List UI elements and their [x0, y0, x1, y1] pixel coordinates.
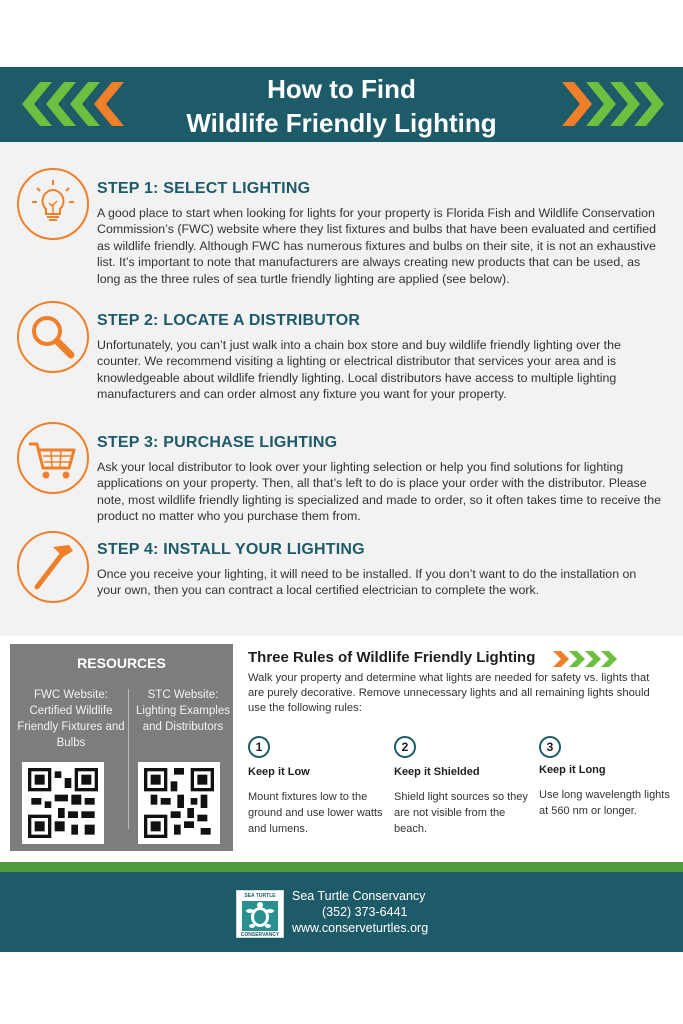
fwc-qr-code[interactable]	[22, 762, 104, 844]
step-2-title: STEP 2: LOCATE A DISTRIBUTOR	[97, 312, 361, 329]
rule-3-name: Keep it Long	[539, 764, 606, 776]
lightbulb-icon	[17, 168, 89, 240]
sea-turtle-conservancy-logo	[236, 890, 284, 938]
step-4-body: Once you receive your lighting, it will need to be installed. If you don’t want to do the installation on your own, then you can contract a local certified electrician to complete the work.	[97, 567, 637, 598]
rule-2-name: Keep it Shielded	[394, 766, 480, 778]
rule-3-number: 3	[539, 736, 561, 758]
rule-1-name: Keep it Low	[248, 766, 310, 778]
qr-code-icon	[28, 768, 98, 838]
footer	[0, 872, 683, 952]
rule-1-number: 1	[248, 736, 270, 758]
step-4-title: STEP 4: INSTALL YOUR LIGHTING	[97, 541, 365, 558]
step-3-body: Ask your local distributor to look over your lighting selection or help you find solutions for lighting applications on your property. Then, all that’s left to do is place your order with the distributor. Please note, most wildlife friendly lighting is specialized and made to order, so it often takes time to receive the product no matter who you purchase them from.	[97, 460, 662, 524]
page-title-line2: Wildlife Friendly Lighting	[186, 108, 497, 138]
shopping-cart-icon	[17, 422, 89, 494]
resources-title: RESOURCES	[77, 655, 166, 671]
fwc-website-label: FWC Website: Certified Wildlife Friendly Fixtures and Bulbs	[17, 689, 125, 749]
right-chevrons-icon	[562, 82, 666, 126]
org-name: Sea Turtle Conservancy	[292, 889, 426, 903]
logo-text-top: SEA TURTLE	[244, 893, 276, 899]
resources-box	[10, 644, 233, 851]
page-title-line1: How to Find	[267, 74, 416, 104]
step-1-title: STEP 1: SELECT LIGHTING	[97, 180, 311, 197]
step-3-title: STEP 3: PURCHASE LIGHTING	[97, 434, 338, 451]
step-1-body: A good place to start when looking for lights for your property is Florida Fish and Wildlife Conservation Commission’s (FWC) website where they list fixtures and bulbs that have been evaluated and certified as wildlife friendly. Although FWC has numerous fixtures and bulbs on their site, it is not an exhaustive list. It’s important to note that manufacturers are always creating new products that can be used, as long as the three rules of sea turtle friendly lighting are applied (see below).	[97, 206, 657, 286]
stc-qr-code[interactable]	[138, 762, 220, 844]
hammer-icon	[17, 531, 89, 603]
rule-2-desc: Shield light sources so they are not visible from the beach.	[394, 791, 528, 835]
phone-number: (352) 373-6441	[322, 905, 408, 919]
logo-text-bottom: CONSERVANCY	[240, 932, 280, 938]
rule-3-desc: Use long wavelength lights at 560 nm or longer.	[539, 789, 670, 817]
turtle-icon	[237, 900, 283, 932]
rules-chevrons-icon	[553, 651, 623, 667]
rules-intro: Walk your property and determine what lights are needed for safety vs. lights that are purely decorative. Remove unnecessary lights and all remaining lights should use the following rules:	[248, 672, 650, 714]
website-link[interactable]: www.conserveturtles.org	[292, 921, 429, 935]
stc-website-label: STC Website: Lighting Examples and Distributors	[136, 689, 230, 733]
rule-2-number: 2	[394, 736, 416, 758]
rules-title: Three Rules of Wildlife Friendly Lighting	[248, 649, 536, 666]
footer-accent-bar	[0, 862, 683, 872]
magnifier-icon	[17, 301, 89, 373]
step-2-body: Unfortunately, you can’t just walk into a chain box store and buy wildlife friendly lighting over the counter. We recommend visiting a lighting or electrical distributor that services your area and is knowledgeable about wildlife friendly lighting. Local distributors have access to multiple lighting manufacturers and can order almost any fixture you want for your property.	[97, 338, 621, 402]
rule-1-desc: Mount fixtures low to the ground and use lower watts and lumens.	[248, 791, 383, 835]
footer-contact	[292, 888, 428, 936]
left-chevrons-icon	[22, 82, 126, 126]
qr-code-icon	[144, 768, 214, 838]
